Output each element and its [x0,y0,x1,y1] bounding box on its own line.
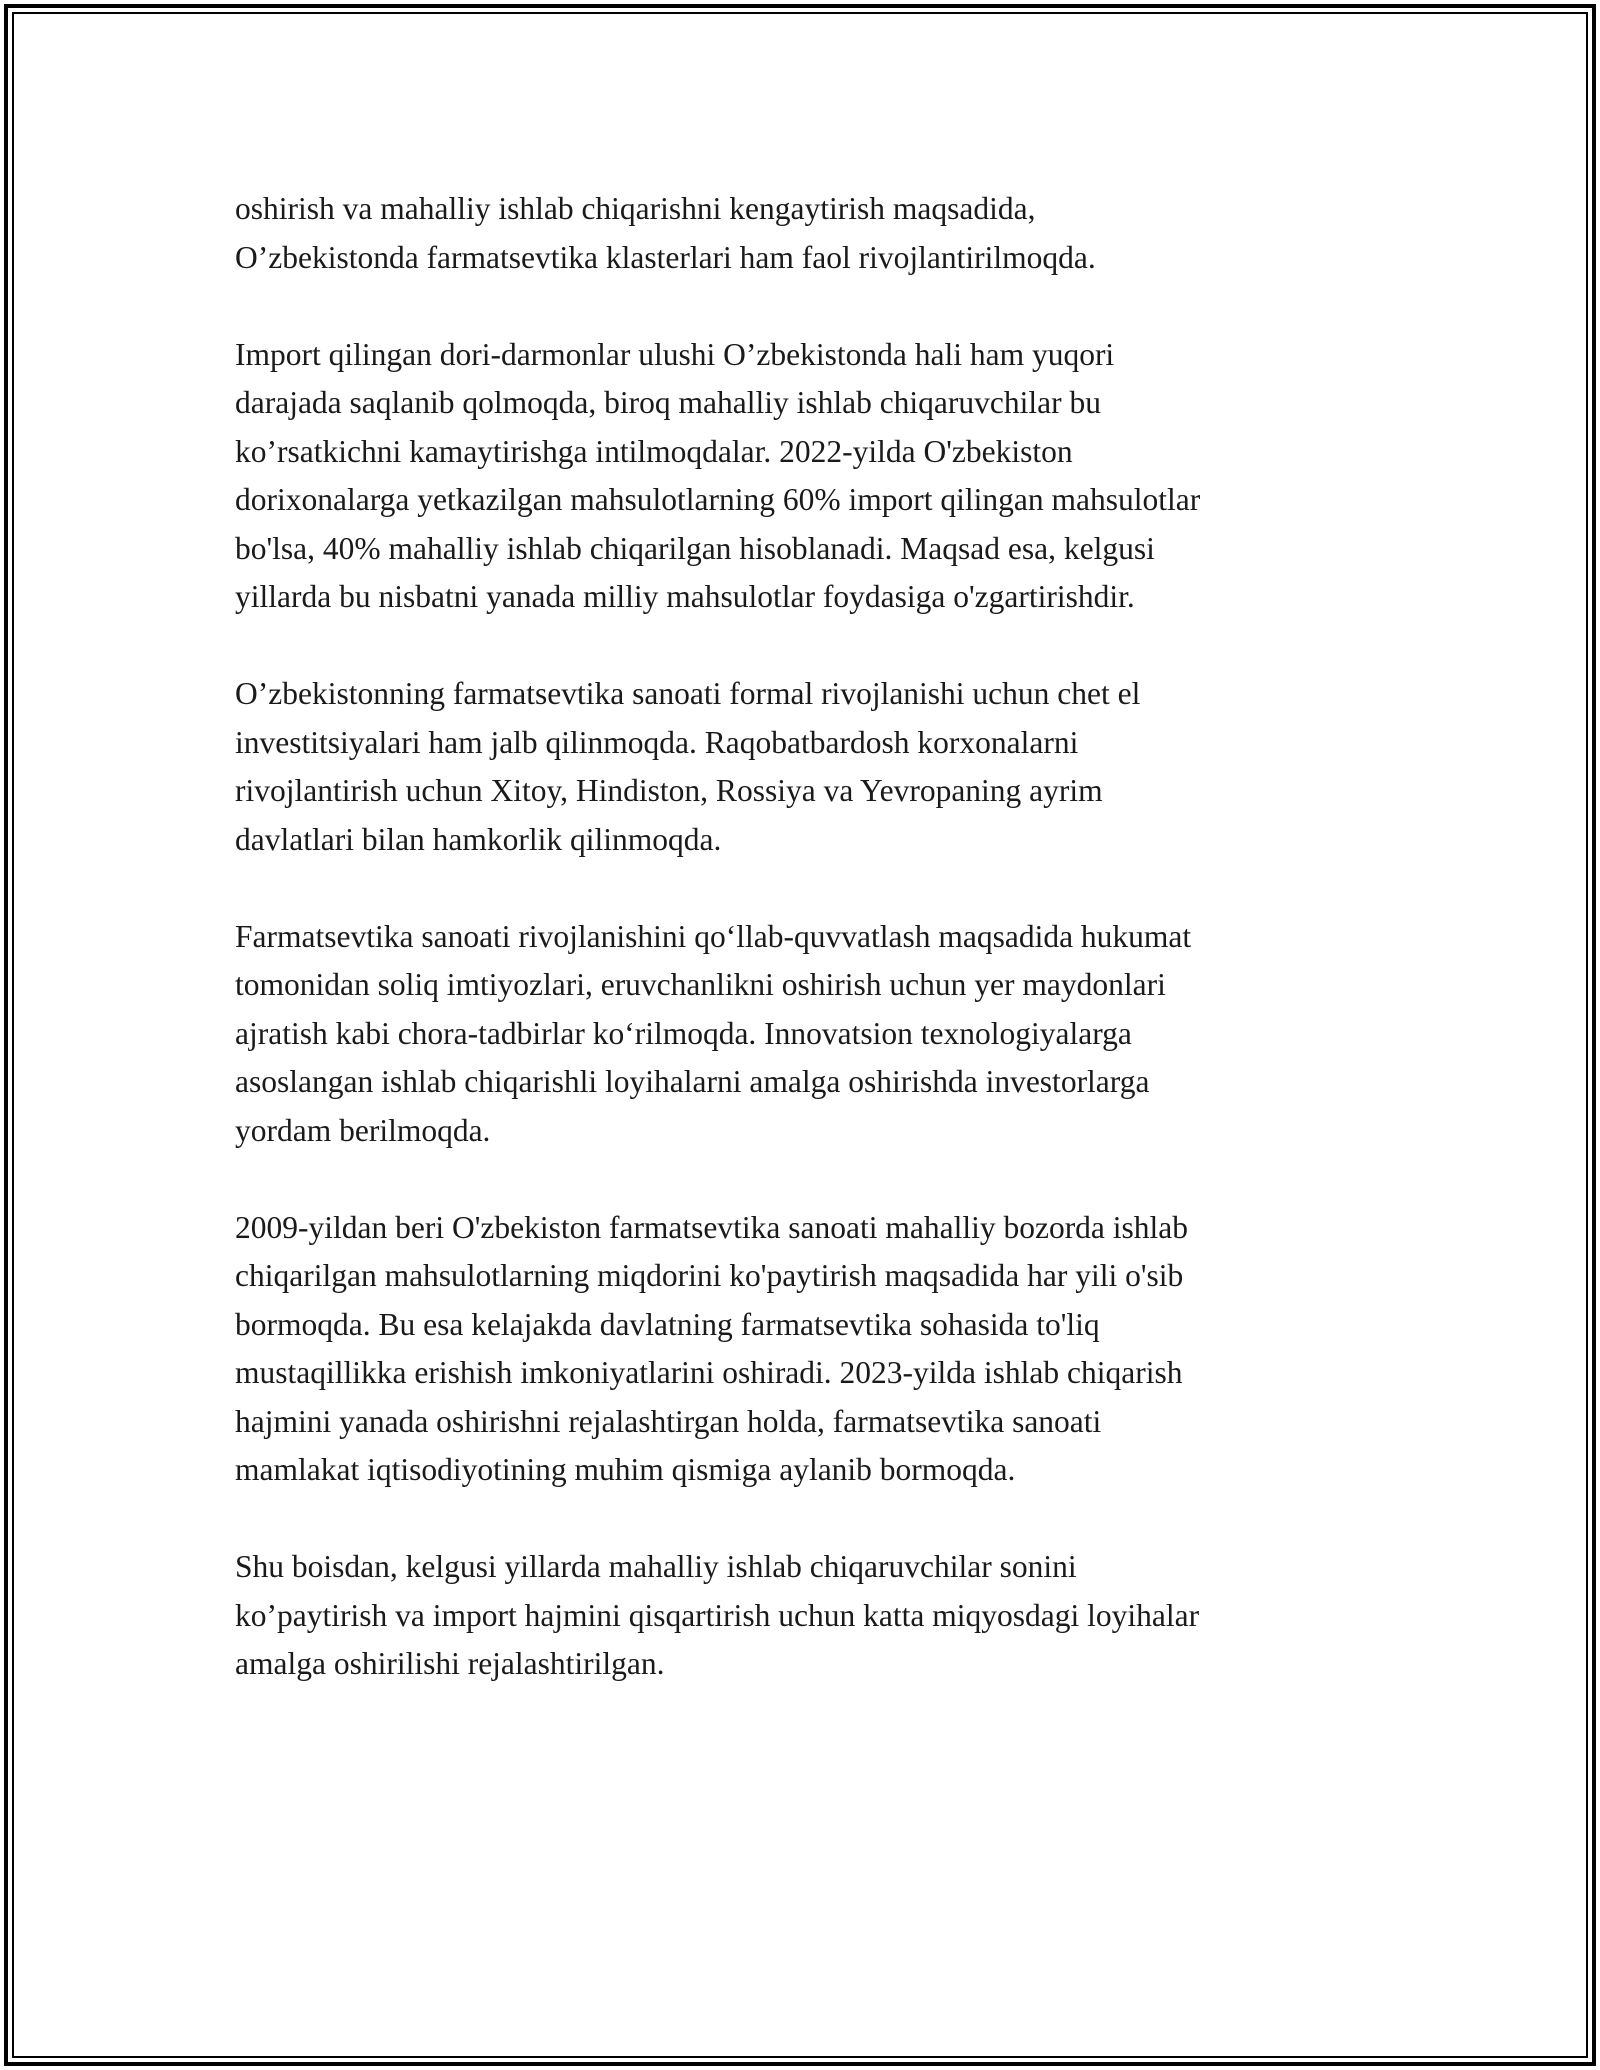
text-line: tomonidan soliq imtiyozlari, eruvchanlikni oshirish uchun yer maydonlari [235,967,1166,1002]
text-line: mustaqillikka erishish imkoniyatlarini oshiradi. 2023-yilda ishlab chiqarish [235,1355,1183,1390]
paragraph-1 [235,185,1385,282]
text-line: 2009-yildan beri O'zbekiston farmatsevtika sanoati mahalliy bozorda ishlab [235,1209,1189,1245]
text-line: dorixonalarga yetkazilgan mahsulotlarning 60% import qilingan mahsulotlar [235,482,1201,517]
text-line: davlatlari bilan hamkorlik qilinmoqda. [235,821,722,857]
text-line: darajada saqlanib qolmoqda, biroq mahalliy ishlab chiqaruvchilar bu [235,385,1101,420]
text-line: amalga oshirilishi rejalashtirilgan. [235,1646,665,1681]
paragraph-4 [235,913,1385,1156]
text-line: chiqarilgan mahsulotlarning miqdorini ko'paytirish maqsadida har yili o'sib [235,1258,1184,1293]
text-line: asoslangan ishlab chiqarishli loyihalarni amalga oshirishda investorlarga [235,1064,1150,1099]
text-line: investitsiyalari ham jalb qilinmoqda. Raqobatbardosh korxonalarni [235,724,1079,760]
text-line: mamlakat iqtisodiyotining muhim qismiga aylanib bormoqda. [235,1452,1016,1487]
text-line: oshirish va mahalliy ishlab chiqarishni kengaytirish maqsadida, [235,191,1036,226]
document-body [235,185,1385,1737]
text-line: O’zbekistonda farmatsevtika klasterlari ham faol rivojlantirilmoqda. [235,239,1096,275]
text-line: Farmatsevtika sanoati rivojlanishini qo‘llab-quvvatlash maqsadida hukumat [235,918,1192,954]
text-line: Import qilingan dori-darmonlar ulushi O’zbekistonda hali ham yuqori [235,336,1115,372]
text-line: bormoqda. Bu esa kelajakda davlatning farmatsevtika sohasida to'liq [235,1306,1100,1342]
text-line: rivojlantirish uchun Xitoy, Hindiston, Rossiya va Yevropaning ayrim [235,773,1103,808]
text-line: yordam berilmoqda. [235,1112,491,1148]
paragraph-2 [235,331,1385,622]
text-line: Shu boisdan, kelgusi yillarda mahalliy ishlab chiqaruvchilar sonini [235,1549,1077,1584]
paragraph-6 [235,1543,1385,1689]
text-line: ko’rsatkichni kamaytirishga intilmoqdalar. 2022-yilda O'zbekiston [235,433,1073,469]
text-line: ajratish kabi chora-tadbirlar ko‘rilmoqda. Innovatsion texnologiyalarga [235,1015,1132,1051]
text-line: O’zbekistonning farmatsevtika sanoati formal rivojlanishi uchun chet el [235,676,1141,711]
text-line: bo'lsa, 40% mahalliy ishlab chiqarilgan hisoblanadi. Maqsad esa, kelgusi [235,530,1155,566]
text-line: ko’paytirish va import hajmini qisqartirish uchun katta miqyosdagi loyihalar [235,1597,1200,1633]
text-line: hajmini yanada oshirishni rejalashtirgan holda, farmatsevtika sanoati [235,1403,1102,1439]
text-line: yillarda bu nisbatni yanada milliy mahsulotlar foydasiga o'zgartirishdir. [235,579,1135,614]
paragraph-5 [235,1204,1385,1495]
paragraph-3 [235,670,1385,864]
